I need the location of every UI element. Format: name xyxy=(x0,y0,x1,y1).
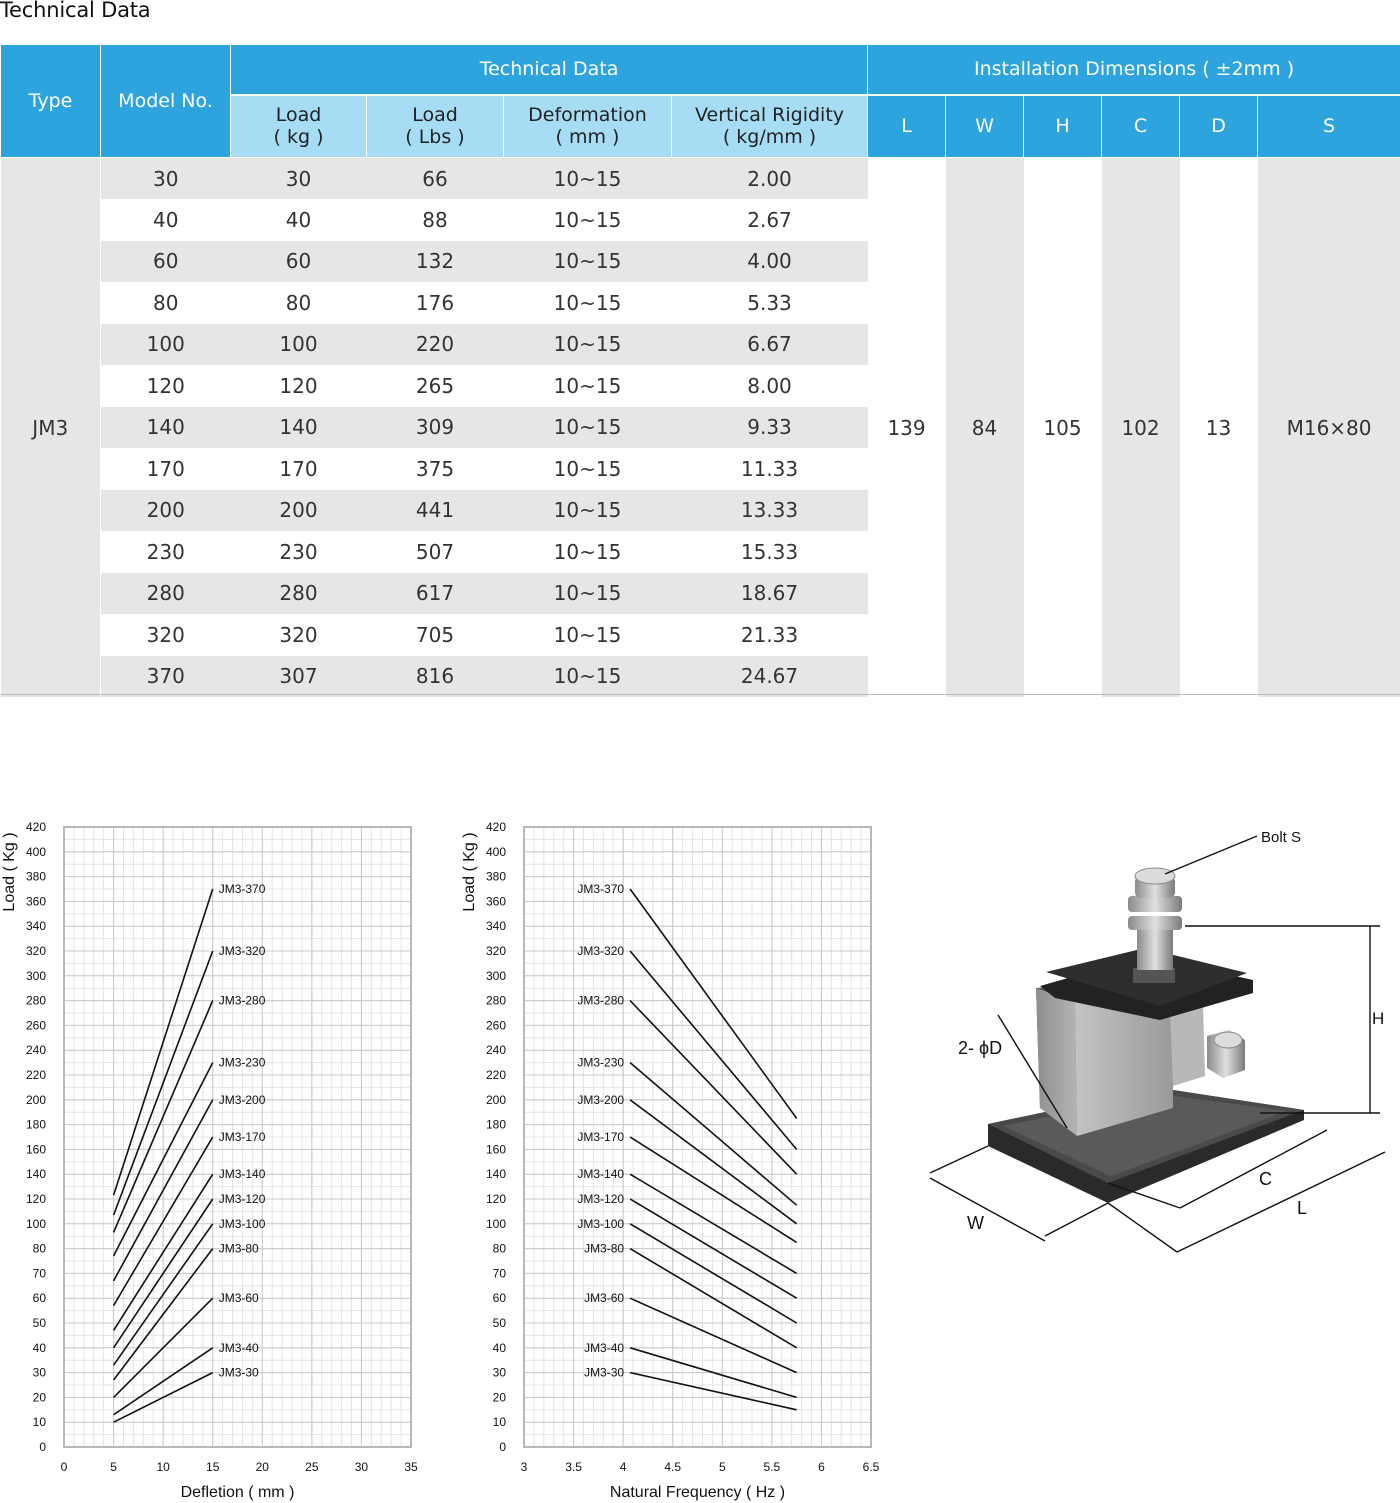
series-label: JM3-140 xyxy=(218,1167,266,1182)
y-tick-label: 340 xyxy=(485,919,506,934)
series-label: JM3-170 xyxy=(577,1130,625,1144)
series-label: JM3-230 xyxy=(218,1055,266,1070)
table-cell: 4.00 xyxy=(672,241,868,283)
x-tick-label: 3.5 xyxy=(565,1460,582,1474)
table-cell: 200 xyxy=(231,490,367,532)
y-tick-label: 240 xyxy=(485,1043,506,1058)
table-cell: 40 xyxy=(231,199,367,241)
table-cell: 280 xyxy=(101,573,231,615)
table-cell: 80 xyxy=(101,282,231,324)
header-load-lbs: Load ( Lbs ) xyxy=(367,95,504,158)
table-cell: 18.67 xyxy=(672,573,868,615)
page-title: Technical Data xyxy=(0,0,151,22)
table-cell: 10~15 xyxy=(504,282,672,324)
table-cell: 307 xyxy=(231,656,367,698)
series-label: JM3-100 xyxy=(577,1216,625,1231)
series-label: JM3-60 xyxy=(218,1291,259,1306)
y-tick-label: 80 xyxy=(492,1241,506,1256)
header-dim-s: S xyxy=(1258,95,1400,158)
series-label: JM3-80 xyxy=(218,1241,259,1256)
y-axis-label: Load ( Kg ) xyxy=(461,832,478,912)
y-tick-label: 180 xyxy=(485,1117,506,1132)
isolator-drawing xyxy=(915,808,1400,1268)
series-label: JM3-370 xyxy=(577,882,625,896)
y-tick-label: 30 xyxy=(32,1365,46,1380)
header-type: Type xyxy=(1,45,101,158)
l-dimension-label: L xyxy=(1297,1198,1308,1218)
y-tick-label: 10 xyxy=(492,1415,506,1430)
y-tick-label: 60 xyxy=(492,1291,506,1306)
table-cell: 617 xyxy=(367,573,504,615)
table-cell: 10~15 xyxy=(504,656,672,698)
table-cell: 170 xyxy=(231,448,367,490)
header-load-kg: Load ( kg ) xyxy=(231,95,367,158)
y-tick-label: 420 xyxy=(25,820,46,834)
table-cell: 8.00 xyxy=(672,365,868,407)
table-cell: 2.00 xyxy=(672,158,868,200)
y-axis-label: Load ( Kg ) xyxy=(1,832,18,912)
x-tick-label: 5.5 xyxy=(763,1460,781,1474)
table-cell: 705 xyxy=(367,614,504,656)
dimension-value-cell: 102 xyxy=(1102,158,1180,698)
y-tick-label: 20 xyxy=(492,1390,506,1405)
table-cell: 24.67 xyxy=(672,656,868,698)
x-tick-label: 5 xyxy=(110,1460,117,1474)
frequency-load-chart xyxy=(460,808,900,1503)
series-label: JM3-140 xyxy=(577,1167,625,1182)
table-cell: 507 xyxy=(367,531,504,573)
x-tick-label: 10 xyxy=(156,1460,170,1474)
y-tick-label: 180 xyxy=(25,1117,46,1132)
x-axis-label: Defletion ( mm ) xyxy=(180,1484,295,1501)
table-cell: 10~15 xyxy=(504,573,672,615)
y-tick-label: 300 xyxy=(25,968,46,983)
table-cell: 200 xyxy=(101,490,231,532)
y-tick-label: 300 xyxy=(485,968,506,983)
header-dim-h: H xyxy=(1024,95,1102,158)
dimension-value-cell: M16×80 xyxy=(1258,158,1400,698)
y-tick-label: 80 xyxy=(32,1241,46,1256)
series-label: JM3-280 xyxy=(577,993,625,1008)
table-cell: 170 xyxy=(101,448,231,490)
technical-data-table xyxy=(0,44,1400,697)
header-vertical-rigidity: Vertical Rigidity ( kg/mm ) xyxy=(672,95,868,158)
series-label: JM3-170 xyxy=(218,1130,266,1144)
table-cell: 140 xyxy=(231,407,367,449)
x-tick-label: 20 xyxy=(255,1460,269,1474)
dimension-value-cell: 84 xyxy=(946,158,1024,698)
table-cell: 2.67 xyxy=(672,199,868,241)
header-technical-data: Technical Data xyxy=(231,45,868,95)
y-tick-label: 50 xyxy=(492,1316,506,1330)
table-cell: 6.67 xyxy=(672,324,868,366)
y-tick-label: 280 xyxy=(485,993,506,1008)
series-label: JM3-120 xyxy=(577,1192,625,1206)
y-tick-label: 360 xyxy=(485,894,506,909)
series-label: JM3-200 xyxy=(218,1092,266,1107)
y-tick-label: 200 xyxy=(485,1092,506,1107)
x-tick-label: 5 xyxy=(718,1460,726,1474)
y-tick-label: 260 xyxy=(485,1018,506,1033)
w-dimension-label: W xyxy=(967,1213,984,1233)
y-tick-label: 40 xyxy=(492,1340,506,1355)
table-cell: 120 xyxy=(101,365,231,407)
table-cell: 132 xyxy=(367,241,504,283)
y-tick-label: 240 xyxy=(25,1043,46,1058)
x-tick-label: 0 xyxy=(60,1460,68,1474)
table-cell: 816 xyxy=(367,656,504,698)
side-bolt xyxy=(1207,1030,1245,1078)
table-cell: 15.33 xyxy=(672,531,868,573)
header-dim-d: D xyxy=(1180,95,1258,158)
series-label: JM3-230 xyxy=(577,1055,625,1070)
y-tick-label: 400 xyxy=(25,844,46,859)
table-cell: 120 xyxy=(231,365,367,407)
series-label: JM3-320 xyxy=(577,944,625,958)
y-tick-label: 360 xyxy=(25,894,46,909)
table-cell: 370 xyxy=(101,656,231,698)
table-cell: 320 xyxy=(231,614,367,656)
series-label: JM3-40 xyxy=(218,1340,259,1355)
table-cell: 265 xyxy=(367,365,504,407)
hole-d-label: 2- ϕD xyxy=(958,1038,1003,1058)
y-tick-label: 100 xyxy=(25,1216,46,1231)
y-tick-label: 140 xyxy=(25,1167,46,1182)
series-label: JM3-120 xyxy=(218,1192,266,1206)
header-installation-dimensions: Installation Dimensions ( ±2mm ) xyxy=(868,45,1400,95)
y-tick-label: 0 xyxy=(39,1440,46,1454)
series-label: JM3-200 xyxy=(577,1092,625,1107)
table-cell: 60 xyxy=(231,241,367,283)
y-tick-label: 160 xyxy=(485,1142,506,1157)
x-tick-label: 6.5 xyxy=(862,1460,880,1474)
table-cell: 230 xyxy=(101,531,231,573)
y-tick-label: 140 xyxy=(485,1167,506,1182)
header-dim-c: C xyxy=(1102,95,1180,158)
series-label: JM3-30 xyxy=(218,1365,259,1380)
x-tick-label: 6 xyxy=(818,1460,825,1474)
y-tick-label: 280 xyxy=(25,993,46,1008)
y-tick-label: 50 xyxy=(32,1316,46,1330)
table-cell: 100 xyxy=(101,324,231,366)
table-cell: 60 xyxy=(101,241,231,283)
type-cell: JM3 xyxy=(1,158,101,698)
y-tick-label: 70 xyxy=(492,1266,506,1281)
y-tick-label: 100 xyxy=(485,1216,506,1231)
series-label: JM3-60 xyxy=(584,1291,625,1306)
table-cell: 10~15 xyxy=(504,241,672,283)
y-tick-label: 20 xyxy=(32,1390,46,1405)
table-cell: 100 xyxy=(231,324,367,366)
table-row xyxy=(1,158,1400,200)
table-cell: 40 xyxy=(101,199,231,241)
y-tick-label: 260 xyxy=(25,1018,46,1033)
series-label: JM3-320 xyxy=(218,944,266,958)
table-cell: 10~15 xyxy=(504,199,672,241)
series-label: JM3-370 xyxy=(218,882,266,896)
table-cell: 10~15 xyxy=(504,490,672,532)
table-cell: 10~15 xyxy=(504,158,672,200)
x-axis-label: Natural Frequency ( Hz ) xyxy=(609,1484,786,1501)
table-cell: 10~15 xyxy=(504,531,672,573)
header-deformation: Deformation ( mm ) xyxy=(504,95,672,158)
table-cell: 9.33 xyxy=(672,407,868,449)
header-model-no: Model No. xyxy=(101,45,231,158)
dimension-value-cell: 139 xyxy=(868,158,946,698)
table-cell: 10~15 xyxy=(504,407,672,449)
y-tick-label: 380 xyxy=(25,869,46,884)
series-label: JM3-100 xyxy=(218,1216,266,1231)
table-cell: 80 xyxy=(231,282,367,324)
x-tick-label: 25 xyxy=(305,1460,319,1474)
y-tick-label: 70 xyxy=(32,1266,46,1281)
table-cell: 309 xyxy=(367,407,504,449)
header-dim-l: L xyxy=(868,95,946,158)
x-tick-label: 3 xyxy=(520,1460,528,1474)
y-tick-label: 340 xyxy=(25,919,46,934)
table-cell: 10~15 xyxy=(504,448,672,490)
x-tick-label: 4 xyxy=(619,1460,627,1474)
table-bottom-rule xyxy=(0,694,1400,695)
table-cell: 10~15 xyxy=(504,365,672,407)
dimension-value-cell: 13 xyxy=(1180,158,1258,698)
y-tick-label: 220 xyxy=(25,1068,46,1082)
table-cell: 30 xyxy=(231,158,367,200)
y-tick-label: 120 xyxy=(485,1192,506,1206)
table-cell: 11.33 xyxy=(672,448,868,490)
y-tick-label: 320 xyxy=(485,944,506,958)
series-label: JM3-40 xyxy=(584,1340,625,1355)
y-tick-label: 60 xyxy=(32,1291,46,1306)
series-label: JM3-30 xyxy=(584,1365,625,1380)
table-cell: 13.33 xyxy=(672,490,868,532)
table-cell: 320 xyxy=(101,614,231,656)
table-cell: 140 xyxy=(101,407,231,449)
dimension-value-cell: 105 xyxy=(1024,158,1102,698)
x-tick-label: 4.5 xyxy=(664,1460,682,1474)
y-tick-label: 220 xyxy=(485,1068,506,1082)
y-tick-label: 0 xyxy=(499,1440,506,1454)
y-tick-label: 10 xyxy=(32,1415,46,1430)
y-tick-label: 30 xyxy=(492,1365,506,1380)
h-dimension-label: H xyxy=(1372,1009,1385,1028)
table-cell: 280 xyxy=(231,573,367,615)
table-cell: 5.33 xyxy=(672,282,868,324)
table-cell: 21.33 xyxy=(672,614,868,656)
deflection-load-chart xyxy=(0,808,430,1503)
table-cell: 220 xyxy=(367,324,504,366)
bolt-s-label: Bolt S xyxy=(1261,829,1302,846)
table-cell: 66 xyxy=(367,158,504,200)
c-dimension-label: C xyxy=(1259,1169,1272,1189)
x-tick-label: 15 xyxy=(206,1460,220,1474)
y-tick-label: 120 xyxy=(25,1192,46,1206)
series-label: JM3-280 xyxy=(218,993,266,1008)
y-tick-label: 40 xyxy=(32,1340,46,1355)
table-cell: 88 xyxy=(367,199,504,241)
x-tick-label: 30 xyxy=(354,1460,369,1474)
y-tick-label: 160 xyxy=(25,1142,46,1157)
table-cell: 30 xyxy=(101,158,231,200)
table-cell: 230 xyxy=(231,531,367,573)
x-tick-label: 35 xyxy=(404,1460,418,1474)
y-tick-label: 200 xyxy=(25,1092,46,1107)
table-cell: 375 xyxy=(367,448,504,490)
y-tick-label: 320 xyxy=(25,944,46,958)
series-label: JM3-80 xyxy=(584,1241,625,1256)
y-tick-label: 380 xyxy=(485,869,506,884)
table-cell: 176 xyxy=(367,282,504,324)
table-cell: 441 xyxy=(367,490,504,532)
y-tick-label: 420 xyxy=(485,820,506,834)
header-dim-w: W xyxy=(946,95,1024,158)
table-cell: 10~15 xyxy=(504,324,672,366)
table-cell: 10~15 xyxy=(504,614,672,656)
y-tick-label: 400 xyxy=(485,844,506,859)
